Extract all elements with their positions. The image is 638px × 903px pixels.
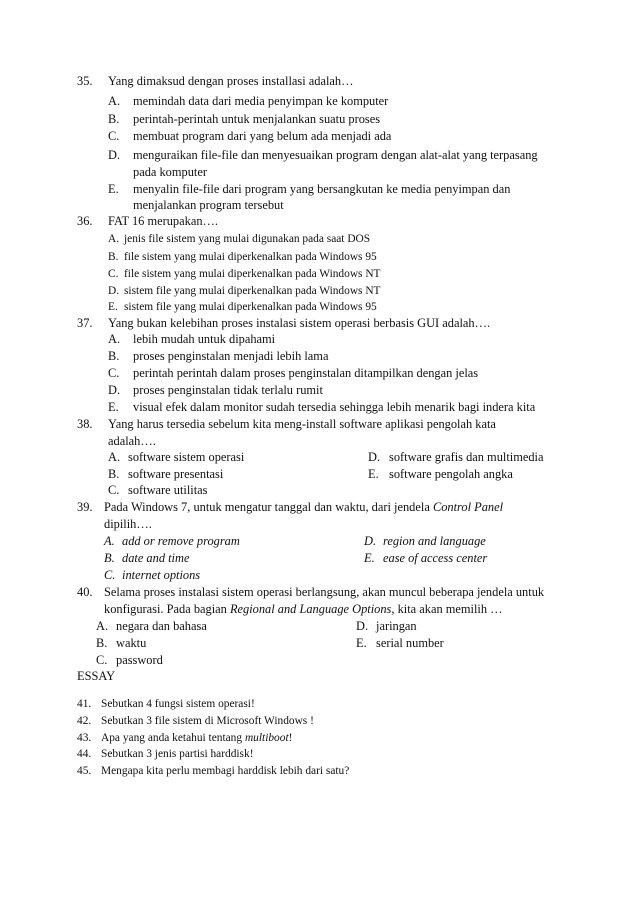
question-text-italic: Control Panel [432,500,504,514]
option-text: lebih mudah untuk dipahami [133,332,276,346]
option-text: ease of access center [383,551,488,565]
option-letter: E. [108,182,119,196]
option-text: proses penginstalan tidak terlalu rumit [133,383,323,397]
option-text: file sistem yang mulai diperkenalkan pada Windows NT [124,268,381,280]
essay-item-number: 41. [77,698,92,710]
option-letter: C. [108,268,119,280]
option-text: region and language [383,534,486,548]
option-letter: D. [364,534,377,548]
option-text: date and time [122,551,190,565]
option-text-continued: menjalankan program tersebut [133,198,284,212]
option-text: sistem file yang mulai diperkenalkan pada Windows 95 [124,301,377,313]
option-text: membuat program dari yang belum ada menjadi ada [133,129,392,143]
option-letter: A. [108,450,121,464]
essay-item-number: 42. [77,715,92,727]
essay-item-text: Sebutkan 3 jenis partisi harddisk! [101,748,254,760]
essay-item-text: Sebutkan 4 fungsi sistem operasi! [101,698,255,710]
option-text: software utilitas [128,483,208,497]
option-letter: D. [108,383,121,397]
option-letter: B. [108,112,120,126]
option-letter: E. [364,551,375,565]
essay-item-number: 45. [77,765,92,777]
option-letter: E. [368,467,379,481]
option-letter: E. [108,301,118,313]
option-text: memindah data dari media penyimpan ke komputer [133,94,389,108]
option-letter: C. [108,483,120,497]
question-text: Yang bukan kelebihan proses instalasi sistem operasi berbasis GUI adalah…. [108,316,491,330]
essay-item-text: Sebutkan 3 file sistem di Microsoft Windows ! [101,715,314,727]
question-text-continued: dipilih…. [104,517,152,531]
question-text: FAT 16 merupakan…. [108,214,219,228]
essay-item-number: 44. [77,748,92,760]
question-number: 36. [77,214,93,228]
option-text: jenis file sistem yang mulai digunakan pada saat DOS [124,233,371,245]
option-text: software presentasi [128,467,224,481]
option-letter: E. [108,400,119,414]
question-text-part: Pada Windows 7, untuk mengatur tanggal dan waktu, dari jendela [104,500,430,514]
essay-item-text [101,730,292,746]
essay-heading: ESSAY [77,669,116,683]
question-number: 39. [77,500,93,514]
option-text: waktu [116,636,147,650]
option-text: visual efek dalam monitor sudah tersedia sehingga lebih menarik bagi indera kita [133,400,536,414]
option-text: proses penginstalan menjadi lebih lama [133,349,329,363]
option-letter: B. [108,349,120,363]
question-text: Selama proses instalasi sistem operasi berlangsung, akan muncul beberapa jendela untuk [104,585,545,599]
question-text-continued [104,601,503,617]
option-text: negara dan bahasa [116,619,207,633]
option-letter: A. [108,94,121,108]
option-letter: C. [108,129,120,143]
option-letter: A. [108,233,120,245]
option-letter: D. [356,619,369,633]
essay-item-number: 43. [77,732,92,744]
option-letter: D. [368,450,381,464]
question-text: Yang dimaksud dengan proses installasi adalah… [108,74,354,88]
option-text: serial number [376,636,444,650]
question-text-part: , kita akan memilih … [391,602,503,616]
question-text [104,499,503,515]
option-text: software pengolah angka [389,467,513,481]
option-text: jaringan [376,619,417,633]
option-text: perintah perintah dalam proses penginstalan ditampilkan dengan jelas [133,366,479,380]
option-letter: C. [96,653,108,667]
option-text: add or remove program [122,534,240,548]
option-letter: D. [108,285,120,297]
option-letter: B. [104,551,115,565]
question-text: Yang harus tersedia sebelum kita meng-install software aplikasi pengolah kata [108,417,496,431]
option-text: menyalin file-file dari program yang bersangkutan ke media penyimpan dan [133,182,511,196]
option-letter: D. [108,148,121,162]
question-number: 35. [77,74,93,88]
option-text: password [116,653,163,667]
option-text-continued: pada komputer [133,165,207,179]
option-letter: B. [108,251,119,263]
option-text: sistem file yang mulai diperkenalkan pada Windows NT [124,285,381,297]
option-letter: B. [108,467,120,481]
question-number: 37. [77,316,93,330]
option-text: file sistem yang mulai diperkenalkan pada Windows 95 [124,251,377,263]
option-letter: E. [356,636,367,650]
option-letter: A. [96,619,109,633]
question-number: 40. [77,585,93,599]
option-letter: B. [96,636,108,650]
option-text: perintah-perintah untuk menjalankan suatu proses [133,112,381,126]
option-text: software sistem operasi [128,450,245,464]
essay-text-italic: multiboot [244,732,289,744]
essay-text-part: Apa yang anda ketahui tentang [101,732,243,744]
question-number: 38. [77,417,93,431]
question-text-part: konfigurasi. Pada bagian [104,602,227,616]
option-letter: C. [108,366,120,380]
essay-item-text: Mengapa kita perlu membagi harddisk lebih dari satu? [101,765,350,777]
option-letter: A. [104,534,115,548]
option-letter: C. [104,568,116,582]
option-text: software grafis dan multimedia [389,450,544,464]
option-text: menguraikan file-file dan menyesuaikan program dengan alat-alat yang terpasang [133,148,538,162]
question-text-italic: Regional and Language Options [229,602,392,616]
question-text-continued: adalah…. [108,434,156,448]
option-text: internet options [122,568,201,582]
essay-text-part: ! [288,732,293,744]
option-letter: A. [108,332,121,346]
